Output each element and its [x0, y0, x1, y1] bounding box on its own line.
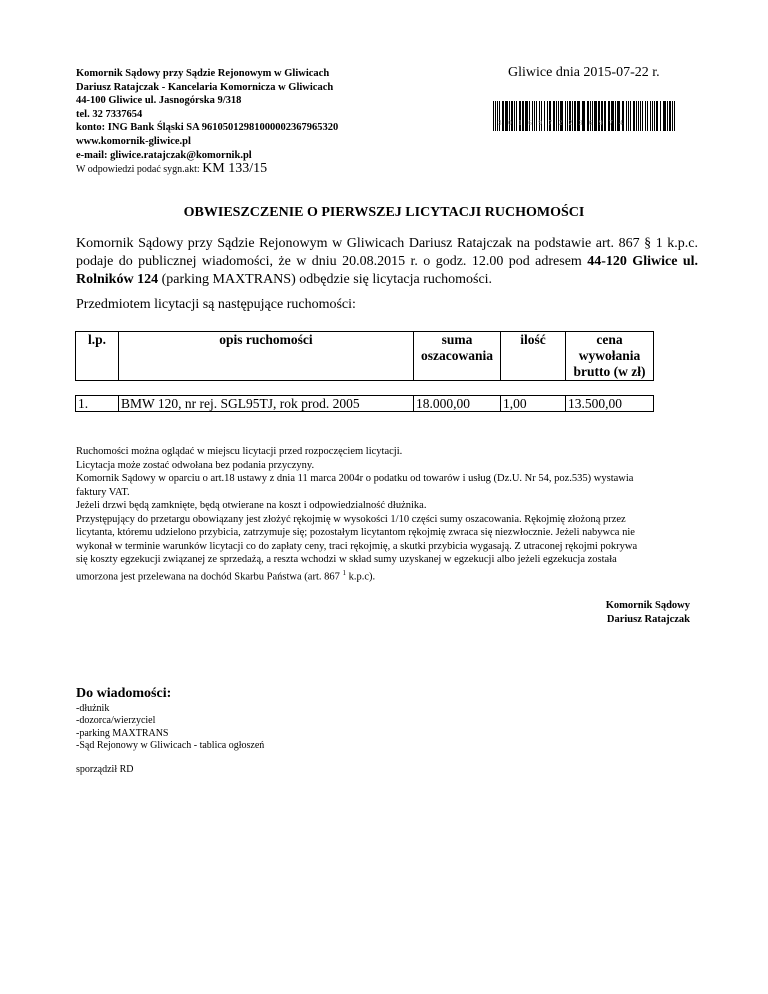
items-table — [75, 331, 654, 412]
sender-office: Komornik Sądowy przy Sądzie Rejonowym w Gliwicach — [76, 68, 330, 79]
recipient-item: -dłużnik — [76, 703, 110, 714]
condition-line: Licytacja może zostać odwołana bez podania przyczyny. — [76, 459, 315, 471]
case-reference-label: W odpowiedzi podać sygn.akt: — [76, 164, 200, 176]
condition-line: Komornik Sądowy w oparciu o art.18 ustawy z dnia 11 marca 2004r o podatku od towarów i usług (Dz.U. Nr 54, poz.535) wystawia — [76, 473, 634, 484]
row-lp: 1. — [76, 396, 119, 412]
signature-block — [560, 599, 690, 626]
intro-text: Komornik Sądowy przy Sądzie Rejonowym w Gliwicach Dariusz Ratajczak na podstawie art. 867 § 1 k.p.c. podaje do publicznej wiadomości, że w dniu 20.08.2015 r. o godz. 12.00 pod adresem — [76, 236, 698, 269]
condition-line: licytanta, któremu udzielono przybicia, zatrzymuje się; pozostałym licytantom rękojmię zwraca się niezwłocznie. Jeżeli nabywca nie — [76, 527, 635, 538]
article-superscript: 1 — [342, 568, 346, 577]
condition-last-end: k.p.c). — [346, 571, 376, 582]
sender-phone: tel. 32 7337654 — [76, 108, 143, 120]
table-row — [76, 396, 654, 412]
row-quantity: 1,00 — [501, 396, 566, 412]
sender-email: e-mail: gliwice.ratajczak@komornik.pl — [76, 149, 252, 161]
condition-line: Przystępujący do przetargu obowiązany jest złożyć rękojmię w wysokości 1/10 części sumy oszacowania. Rękojmię złożoną przez — [76, 513, 626, 525]
intro-paragraph — [76, 235, 698, 289]
sender-name: Dariusz Ratajczak - Kancelaria Komornicza w Gliwicach — [76, 81, 334, 93]
condition-line: się koszty egzekucji związanej ze sprzedażą, a reszta wchodzi w skład sumy uzyskanej w egzekucji albo jeżeli egzekucja została — [76, 554, 617, 565]
auction-address: 44-120 Gliwice ul. Rolników 124 — [76, 254, 698, 287]
condition-line: wykonał w terminie warunków licytacji co do zapłaty ceny, traci rękojmię, a skutki przybicia wygasają. Z utraconej rękojmi pokrywa — [76, 540, 638, 552]
recipient-item: -parking MAXTRANS — [76, 727, 169, 739]
page-title: OBWIESZCZENIE O PIERWSZEJ LICYTACJI RUCHOMOŚCI — [183, 205, 585, 220]
signature-title: Komornik Sądowy — [605, 600, 690, 611]
header-price: cena wywołania brutto (w zł) — [566, 332, 654, 381]
condition-line — [76, 567, 694, 584]
sender-website: www.komornik-gliwice.pl — [76, 135, 191, 147]
header-description: opis ruchomości — [119, 332, 414, 381]
condition-line: faktury VAT. — [76, 486, 130, 498]
row-valuation: 18.000,00 — [414, 396, 501, 412]
header-lp: l.p. — [76, 332, 119, 381]
prepared-by: sporządził RD — [76, 764, 134, 776]
row-price: 13.500,00 — [566, 396, 654, 412]
case-number: KM 133/15 — [202, 161, 268, 177]
sender-block — [76, 67, 338, 177]
intro-text-end: (parking MAXTRANS) odbędzie się licytacja ruchomości. — [158, 272, 493, 287]
recipients-title: Do wiadomości: — [76, 686, 172, 701]
row-description: BMW 120, nr rej. SGL95TJ, rok prod. 2005 — [119, 396, 414, 412]
case-reference — [76, 162, 338, 177]
header-valuation: suma oszacowania — [414, 332, 501, 381]
table-header-row — [76, 332, 654, 381]
signature-name: Dariusz Ratajczak — [606, 613, 690, 625]
sender-bank-account: konto: ING Bank Śląski SA 96105012981000002367965320 — [76, 122, 339, 134]
condition-line: Jeżeli drzwi będą zamknięte, będą otwierane na koszt i odpowiedzialność dłużnika. — [76, 500, 427, 511]
sender-address: 44-100 Gliwice ul. Jasnogórska 9/318 — [76, 95, 242, 107]
recipients-block — [76, 686, 264, 776]
condition-line: Ruchomości można oglądać w miejscu licytacji przed rozpoczęciem licytacji. — [76, 446, 403, 457]
recipient-item: -Sąd Rejonowy w Gliwicach - tablica ogłoszeń — [76, 739, 265, 751]
document-date: Gliwice dnia 2015-07-22 r. — [508, 65, 660, 80]
condition-last-text: umorzona jest przelewana na dochód Skarbu Państwa (art. 867 — [76, 571, 343, 582]
auction-conditions — [76, 445, 694, 584]
barcode-digits: 3016972236974 — [498, 119, 630, 127]
header-quantity: ilość — [501, 332, 566, 381]
recipient-item: -dozorca/wierzyciel — [76, 715, 156, 727]
items-lead: Przedmiotem licytacji są następujące ruchomości: — [76, 297, 356, 312]
